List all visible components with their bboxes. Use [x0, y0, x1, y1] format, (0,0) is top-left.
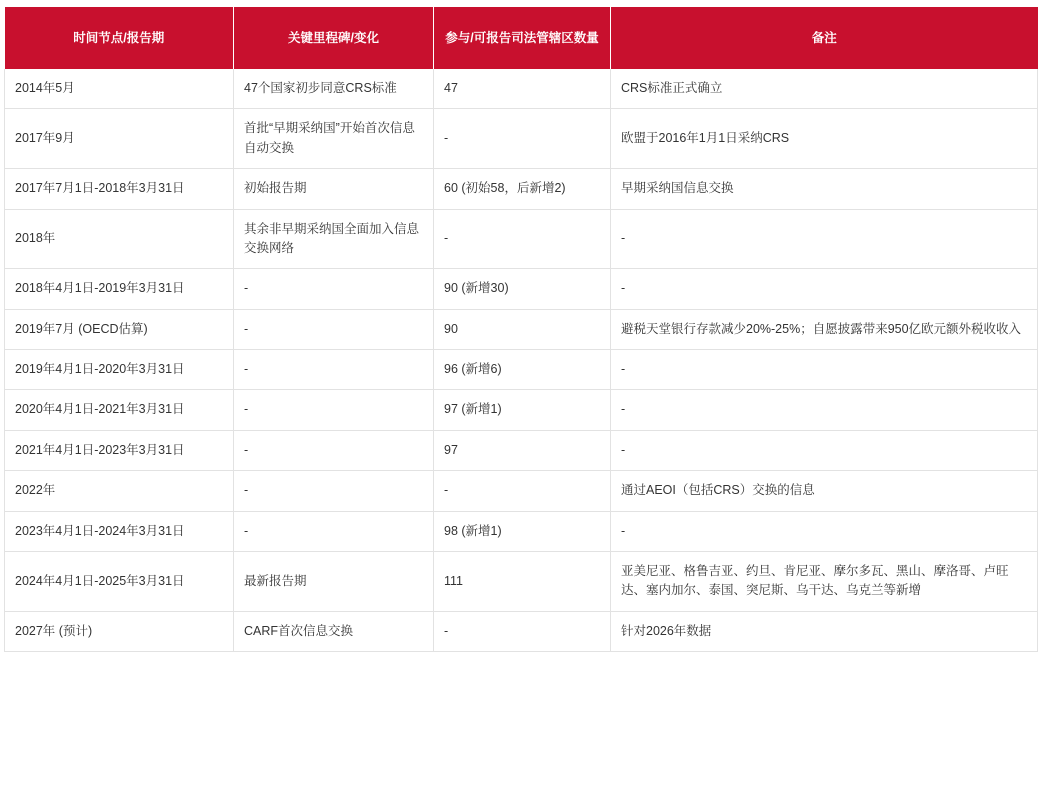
cell-note: -	[611, 209, 1038, 269]
table-row	[5, 69, 1038, 109]
cell-period: 2022年	[5, 471, 234, 511]
cell-count: 97 (新增1)	[434, 390, 611, 430]
column-header-milestone: 关键里程碑/变化	[234, 7, 434, 69]
cell-milestone: 最新报告期	[234, 551, 434, 611]
cell-note: 亚美尼亚、格鲁吉亚、约旦、肯尼亚、摩尔多瓦、黑山、摩洛哥、卢旺达、塞内加尔、泰国、突尼斯、乌干达、乌克兰等新增	[611, 551, 1038, 611]
table-body	[5, 69, 1038, 652]
crs-timeline-table-container	[0, 7, 1041, 652]
cell-note: 避税天堂银行存款减少20%-25%；自愿披露带来950亿欧元额外税收收入	[611, 309, 1038, 349]
cell-note: -	[611, 269, 1038, 309]
cell-note: -	[611, 350, 1038, 390]
cell-note: 通过AEOI（包括CRS）交换的信息	[611, 471, 1038, 511]
cell-milestone: -	[234, 511, 434, 551]
cell-count: 96 (新增6)	[434, 350, 611, 390]
cell-milestone: 47个国家初步同意CRS标准	[234, 69, 434, 109]
table-row	[5, 350, 1038, 390]
cell-note: CRS标准正式确立	[611, 69, 1038, 109]
table-row	[5, 551, 1038, 611]
cell-period: 2020年4月1日-2021年3月31日	[5, 390, 234, 430]
table-header	[5, 7, 1038, 69]
cell-milestone: 其余非早期采纳国全面加入信息交换网络	[234, 209, 434, 269]
cell-period: 2018年	[5, 209, 234, 269]
cell-count: 111	[434, 551, 611, 611]
table-row	[5, 209, 1038, 269]
table-row	[5, 169, 1038, 209]
table-row	[5, 390, 1038, 430]
cell-period: 2018年4月1日-2019年3月31日	[5, 269, 234, 309]
cell-period: 2019年7月 (OECD估算)	[5, 309, 234, 349]
cell-count: 90 (新增30)	[434, 269, 611, 309]
cell-note: 针对2026年数据	[611, 611, 1038, 651]
cell-period: 2014年5月	[5, 69, 234, 109]
table-row	[5, 511, 1038, 551]
table-row	[5, 109, 1038, 169]
cell-milestone: -	[234, 309, 434, 349]
cell-note: -	[611, 511, 1038, 551]
cell-period: 2019年4月1日-2020年3月31日	[5, 350, 234, 390]
cell-count: 47	[434, 69, 611, 109]
table-row	[5, 611, 1038, 651]
table-row	[5, 269, 1038, 309]
cell-count: 60 (初始58，后新增2)	[434, 169, 611, 209]
column-header-count: 参与/可报告司法管辖区数量	[434, 7, 611, 69]
table-row	[5, 309, 1038, 349]
cell-count: -	[434, 471, 611, 511]
cell-milestone: 初始报告期	[234, 169, 434, 209]
cell-note: -	[611, 390, 1038, 430]
cell-period: 2021年4月1日-2023年3月31日	[5, 430, 234, 470]
table-row	[5, 430, 1038, 470]
cell-count: 90	[434, 309, 611, 349]
cell-milestone: -	[234, 390, 434, 430]
table-row	[5, 471, 1038, 511]
cell-milestone: -	[234, 269, 434, 309]
cell-milestone: -	[234, 350, 434, 390]
cell-count: -	[434, 611, 611, 651]
cell-milestone: -	[234, 471, 434, 511]
cell-milestone: CARF首次信息交换	[234, 611, 434, 651]
table-header-row	[5, 7, 1038, 69]
cell-count: 98 (新增1)	[434, 511, 611, 551]
column-header-period: 时间节点/报告期	[5, 7, 234, 69]
cell-milestone: 首批“早期采纳国”开始首次信息自动交换	[234, 109, 434, 169]
cell-milestone: -	[234, 430, 434, 470]
cell-count: 97	[434, 430, 611, 470]
cell-count: -	[434, 109, 611, 169]
cell-note: -	[611, 430, 1038, 470]
crs-timeline-table	[4, 7, 1038, 652]
column-header-note: 备注	[611, 7, 1038, 69]
cell-count: -	[434, 209, 611, 269]
cell-period: 2023年4月1日-2024年3月31日	[5, 511, 234, 551]
cell-period: 2027年 (预计)	[5, 611, 234, 651]
cell-note: 欧盟于2016年1月1日采纳CRS	[611, 109, 1038, 169]
cell-note: 早期采纳国信息交换	[611, 169, 1038, 209]
cell-period: 2024年4月1日-2025年3月31日	[5, 551, 234, 611]
cell-period: 2017年7月1日-2018年3月31日	[5, 169, 234, 209]
cell-period: 2017年9月	[5, 109, 234, 169]
